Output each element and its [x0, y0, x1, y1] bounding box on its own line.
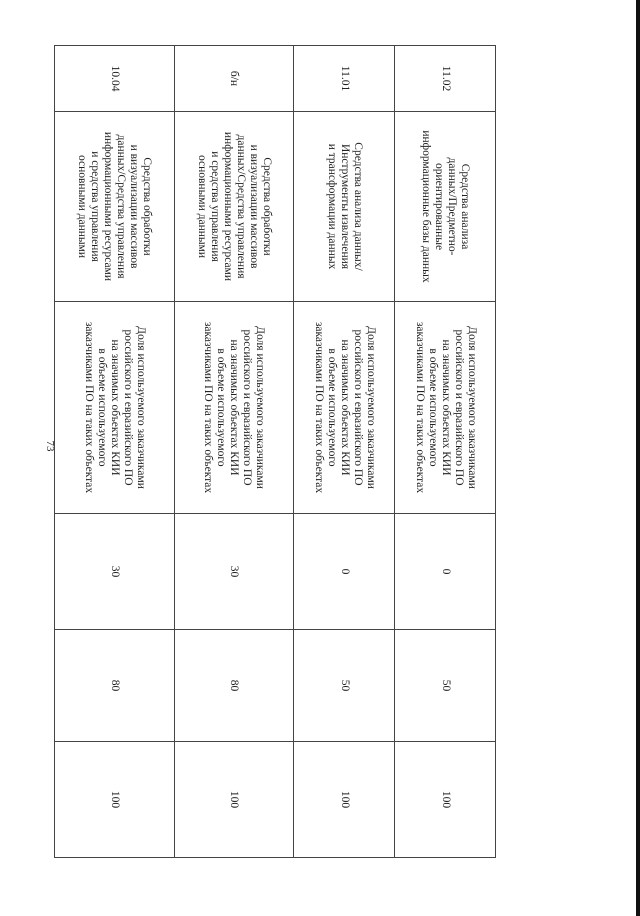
row-code: б/н: [174, 46, 294, 112]
indicator-table: [54, 45, 496, 858]
row-value-2: 80: [55, 630, 175, 742]
row-value-2: 50: [294, 630, 395, 742]
row-value-1: 0: [395, 514, 496, 630]
row-value-3: 100: [395, 742, 496, 858]
row-indicator: Доля используемого заказчиками российского и евразийского ПО на значимых объектах КИИ в объеме используемого заказчиками ПО на таких объектах: [395, 302, 496, 514]
row-indicator: Доля используемого заказчиками российского и евразийского ПО на значимых объектах КИИ в объеме используемого заказчиками ПО на таких объектах: [174, 302, 294, 514]
scan-border: [636, 0, 640, 916]
row-code: 11.01: [294, 46, 395, 112]
rotated-table-container: [54, 45, 496, 857]
table-row: [174, 46, 294, 858]
row-code: 10.04: [55, 46, 175, 112]
row-value-1: 30: [55, 514, 175, 630]
row-value-3: 100: [294, 742, 395, 858]
row-category-name: Средства обработки и визуализации массивов данных/Средства управления информационными ресурсами и средства управления основными данными: [55, 112, 175, 302]
row-category-name: Средства анализа данных/ Инструменты извлечения и трансформации данных: [294, 112, 395, 302]
row-value-1: 30: [174, 514, 294, 630]
row-code: 11.02: [395, 46, 496, 112]
row-value-2: 50: [395, 630, 496, 742]
row-value-3: 100: [174, 742, 294, 858]
row-category-name: Средства анализа данных/Предметно- ориентированные информационные базы данных: [395, 112, 496, 302]
row-indicator: Доля используемого заказчиками российского и евразийского ПО на значимых объектах КИИ в объеме используемого заказчиками ПО на таких объектах: [55, 302, 175, 514]
table-row: [395, 46, 496, 858]
row-value-2: 80: [174, 630, 294, 742]
row-category-name: Средства обработки и визуализации массивов данных/Средства управления информационными ресурсами и средства управления основными данными: [174, 112, 294, 302]
table-row: [294, 46, 395, 858]
row-value-1: 0: [294, 514, 395, 630]
row-value-3: 100: [55, 742, 175, 858]
table-row: [55, 46, 175, 858]
page-number: 73: [44, 440, 56, 452]
row-indicator: Доля используемого заказчиками российского и евразийского ПО на значимых объектах КИИ в объеме используемого заказчиками ПО на таких объектах: [294, 302, 395, 514]
